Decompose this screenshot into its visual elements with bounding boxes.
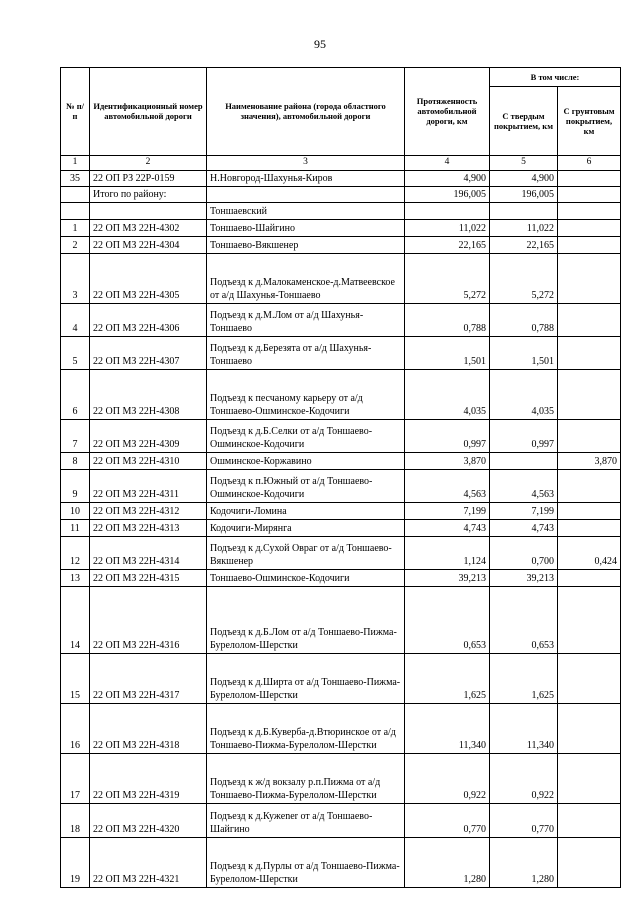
cell-dirt-surface xyxy=(558,203,621,220)
cell-length: 1,625 xyxy=(405,654,490,704)
cell-length: 1,280 xyxy=(405,838,490,888)
cell-hard-surface: 0,700 xyxy=(490,537,558,570)
cell-hard-surface: 0,788 xyxy=(490,304,558,337)
cell-hard-surface: 1,280 xyxy=(490,838,558,888)
cell-hard-surface: 0,922 xyxy=(490,754,558,804)
cell-hard-surface: 1,501 xyxy=(490,337,558,370)
cell-road-name: Подъезд к д.Б.Селки от а/д Тоншаево-Ошминское-Кодочиги xyxy=(207,420,405,453)
cell-road-name: Ошминское-Коржавино xyxy=(207,453,405,470)
cell-dirt-surface: 0,424 xyxy=(558,537,621,570)
column-number: 4 xyxy=(405,156,490,171)
cell-road-id: 22 ОП МЗ 22Н-4311 xyxy=(90,470,207,503)
cell-road-id: 22 ОП МЗ 22Н-4302 xyxy=(90,220,207,237)
cell-hard-surface xyxy=(490,453,558,470)
cell-num: 9 xyxy=(61,470,90,503)
cell-hard-surface: 0,653 xyxy=(490,587,558,654)
page-number: 95 xyxy=(314,37,326,51)
cell-road-name: Подъезд к д.Пурлы от а/д Тоншаево-Пижма-Бурелолом-Шерстки xyxy=(207,838,405,888)
cell-length: 4,035 xyxy=(405,370,490,420)
column-number: 5 xyxy=(490,156,558,171)
table-row xyxy=(61,203,621,220)
cell-road-id: 22 ОП МЗ 22Н-4316 xyxy=(90,587,207,654)
cell-dirt-surface xyxy=(558,304,621,337)
cell-num: 13 xyxy=(61,570,90,587)
table-row xyxy=(61,453,621,470)
cell-length: 0,770 xyxy=(405,804,490,838)
cell-dirt-surface xyxy=(558,503,621,520)
table-row xyxy=(61,503,621,520)
table-row xyxy=(61,254,621,304)
cell-length xyxy=(405,203,490,220)
cell-road-id: 22 ОП МЗ 22Н-4321 xyxy=(90,838,207,888)
column-number: 6 xyxy=(558,156,621,171)
cell-road-id xyxy=(90,203,207,220)
cell-num: 35 xyxy=(61,171,90,187)
cell-num: 3 xyxy=(61,254,90,304)
cell-dirt-surface xyxy=(558,704,621,754)
cell-length: 1,501 xyxy=(405,337,490,370)
cell-dirt-surface xyxy=(558,420,621,453)
cell-length: 1,124 xyxy=(405,537,490,570)
table-row xyxy=(61,304,621,337)
header-row-top xyxy=(61,68,621,87)
cell-road-name: Кодочиги-Ломина xyxy=(207,503,405,520)
cell-road-name: Подъезд к ж/д вокзалу р.п.Пижма от а/д Тоншаево-Пижма-Бурелолом-Шерстки xyxy=(207,754,405,804)
table-row xyxy=(61,754,621,804)
column-number: 3 xyxy=(207,156,405,171)
cell-dirt-surface xyxy=(558,254,621,304)
cell-dirt-surface xyxy=(558,754,621,804)
table-row xyxy=(61,187,621,203)
table-row xyxy=(61,838,621,888)
cell-hard-surface: 11,022 xyxy=(490,220,558,237)
column-number: 1 xyxy=(61,156,90,171)
cell-num: 18 xyxy=(61,804,90,838)
table-row xyxy=(61,171,621,187)
column-number: 2 xyxy=(90,156,207,171)
cell-road-id: 22 ОП МЗ 22Н-4307 xyxy=(90,337,207,370)
table-row xyxy=(61,537,621,570)
cell-road-id: 22 ОП МЗ 22Н-4306 xyxy=(90,304,207,337)
cell-length: 4,743 xyxy=(405,520,490,537)
cell-hard-surface: 0,997 xyxy=(490,420,558,453)
header-including: В том числе: xyxy=(490,68,621,87)
table-row xyxy=(61,520,621,537)
cell-num: 16 xyxy=(61,704,90,754)
cell-road-name: Подъезд к песчаному карьеру от а/д Тоншаево-Ошминское-Кодочиги xyxy=(207,370,405,420)
cell-hard-surface: 1,625 xyxy=(490,654,558,704)
cell-dirt-surface xyxy=(558,470,621,503)
cell-dirt-surface xyxy=(558,654,621,704)
cell-num: 5 xyxy=(61,337,90,370)
cell-hard-surface: 196,005 xyxy=(490,187,558,203)
cell-num: 15 xyxy=(61,654,90,704)
cell-hard-surface: 39,213 xyxy=(490,570,558,587)
roads-table xyxy=(60,67,621,888)
cell-road-name: Кодочиги-Мирянга xyxy=(207,520,405,537)
cell-dirt-surface xyxy=(558,838,621,888)
cell-num: 12 xyxy=(61,537,90,570)
cell-num: 11 xyxy=(61,520,90,537)
cell-hard-surface: 0,770 xyxy=(490,804,558,838)
cell-length: 4,563 xyxy=(405,470,490,503)
cell-length: 0,922 xyxy=(405,754,490,804)
cell-road-name: Тоншаево-Вякшенер xyxy=(207,237,405,254)
cell-road-id: 22 ОП МЗ 22Н-4312 xyxy=(90,503,207,520)
cell-num: 2 xyxy=(61,237,90,254)
table-row xyxy=(61,420,621,453)
cell-length: 4,900 xyxy=(405,171,490,187)
cell-road-id: 22 ОП МЗ 22Н-4309 xyxy=(90,420,207,453)
cell-length: 0,788 xyxy=(405,304,490,337)
cell-road-name: Подъезд к д.Ширта от а/д Тоншаево-Пижма-Бурелолом-Шерстки xyxy=(207,654,405,704)
cell-length: 11,340 xyxy=(405,704,490,754)
cell-dirt-surface xyxy=(558,187,621,203)
cell-num: 4 xyxy=(61,304,90,337)
table-row xyxy=(61,470,621,503)
cell-road-name: Н.Новгород-Шахунья-Киров xyxy=(207,171,405,187)
cell-dirt-surface xyxy=(558,220,621,237)
cell-road-id: 22 ОП МЗ 22Н-4320 xyxy=(90,804,207,838)
cell-road-name: Подъезд к д.Кужener от а/д Тоншаево-Шайгино xyxy=(207,804,405,838)
cell-dirt-surface xyxy=(558,570,621,587)
cell-hard-surface: 4,743 xyxy=(490,520,558,537)
table-row xyxy=(61,570,621,587)
cell-length: 5,272 xyxy=(405,254,490,304)
column-number-row xyxy=(61,156,621,171)
header-name: Наименование района (города областного значения), автомобильной дороги xyxy=(207,68,405,156)
table-row xyxy=(61,337,621,370)
header-dirt: С грунтовым покрытием, км xyxy=(558,87,621,156)
cell-road-id: 22 ОП МЗ 22Н-4313 xyxy=(90,520,207,537)
cell-length: 196,005 xyxy=(405,187,490,203)
cell-length: 39,213 xyxy=(405,570,490,587)
cell-num xyxy=(61,187,90,203)
cell-length: 3,870 xyxy=(405,453,490,470)
cell-length: 0,997 xyxy=(405,420,490,453)
cell-dirt-surface xyxy=(558,587,621,654)
cell-road-id: 22 ОП МЗ 22Н-4310 xyxy=(90,453,207,470)
cell-road-name: Тоншаевский xyxy=(207,203,405,220)
cell-road-name: Тоншаево-Шайгино xyxy=(207,220,405,237)
table-row xyxy=(61,237,621,254)
cell-num: 14 xyxy=(61,587,90,654)
header-id: Идентификационный номер автомобильной дороги xyxy=(90,68,207,156)
table-row xyxy=(61,654,621,704)
table-row xyxy=(61,804,621,838)
cell-road-name: Подъезд к д.Б.Куверба-д.Втюринское от а/д Тоншаево-Пижма-Бурелолом-Шерстки xyxy=(207,704,405,754)
cell-road-id: 22 ОП МЗ 22Н-4304 xyxy=(90,237,207,254)
header-num: № п/п xyxy=(61,68,90,156)
cell-road-id: 22 ОП МЗ 22Н-4314 xyxy=(90,537,207,570)
cell-hard-surface: 4,900 xyxy=(490,171,558,187)
cell-hard-surface: 5,272 xyxy=(490,254,558,304)
cell-road-name: Подъезд к д.Б.Лом от а/д Тоншаево-Пижма-Бурелолом-Шерстки xyxy=(207,587,405,654)
header-hard: С твердым покрытием, км xyxy=(490,87,558,156)
cell-length: 11,022 xyxy=(405,220,490,237)
cell-road-id: Итого по району: xyxy=(90,187,207,203)
cell-num: 19 xyxy=(61,838,90,888)
cell-dirt-surface xyxy=(558,520,621,537)
cell-road-name: Подъезд к д.М.Лом от а/д Шахунья-Тоншаево xyxy=(207,304,405,337)
cell-length: 0,653 xyxy=(405,587,490,654)
cell-hard-surface: 4,563 xyxy=(490,470,558,503)
cell-dirt-surface xyxy=(558,804,621,838)
cell-dirt-surface xyxy=(558,237,621,254)
cell-road-id: 22 ОП МЗ 22Н-4317 xyxy=(90,654,207,704)
table-row xyxy=(61,370,621,420)
cell-road-name: Подъезд к д.Березята от а/д Шахунья-Тоншаево xyxy=(207,337,405,370)
cell-road-name: Тоншаево-Ошминское-Кодочиги xyxy=(207,570,405,587)
cell-dirt-surface xyxy=(558,171,621,187)
cell-road-id: 22 ОП МЗ 22Н-4315 xyxy=(90,570,207,587)
cell-num: 7 xyxy=(61,420,90,453)
cell-road-id: 22 ОП МЗ 22Н-4305 xyxy=(90,254,207,304)
cell-hard-surface: 22,165 xyxy=(490,237,558,254)
cell-num: 10 xyxy=(61,503,90,520)
cell-road-id: 22 ОП МЗ 22Н-4318 xyxy=(90,704,207,754)
cell-hard-surface xyxy=(490,203,558,220)
cell-hard-surface: 11,340 xyxy=(490,704,558,754)
table-row xyxy=(61,587,621,654)
cell-num: 6 xyxy=(61,370,90,420)
cell-road-id: 22 ОП РЗ 22Р-0159 xyxy=(90,171,207,187)
cell-num: 8 xyxy=(61,453,90,470)
cell-road-name: Подъезд к п.Южный от а/д Тоншаево-Ошминское-Кодочиги xyxy=(207,470,405,503)
cell-road-id: 22 ОП МЗ 22Н-4319 xyxy=(90,754,207,804)
cell-dirt-surface xyxy=(558,370,621,420)
cell-road-id: 22 ОП МЗ 22Н-4308 xyxy=(90,370,207,420)
table-row xyxy=(61,220,621,237)
cell-road-name xyxy=(207,187,405,203)
cell-road-name: Подъезд к д.Сухой Овраг от а/д Тоншаево-Вякшенер xyxy=(207,537,405,570)
cell-length: 7,199 xyxy=(405,503,490,520)
cell-num: 17 xyxy=(61,754,90,804)
cell-num: 1 xyxy=(61,220,90,237)
header-length: Протяженность автомобильной дороги, км xyxy=(405,68,490,156)
cell-road-name: Подъезд к д.Малокаменское-д.Матвеевское от а/д Шахунья-Тоншаево xyxy=(207,254,405,304)
cell-dirt-surface: 3,870 xyxy=(558,453,621,470)
cell-dirt-surface xyxy=(558,337,621,370)
cell-num xyxy=(61,203,90,220)
table-row xyxy=(61,704,621,754)
cell-hard-surface: 7,199 xyxy=(490,503,558,520)
cell-hard-surface: 4,035 xyxy=(490,370,558,420)
cell-length: 22,165 xyxy=(405,237,490,254)
